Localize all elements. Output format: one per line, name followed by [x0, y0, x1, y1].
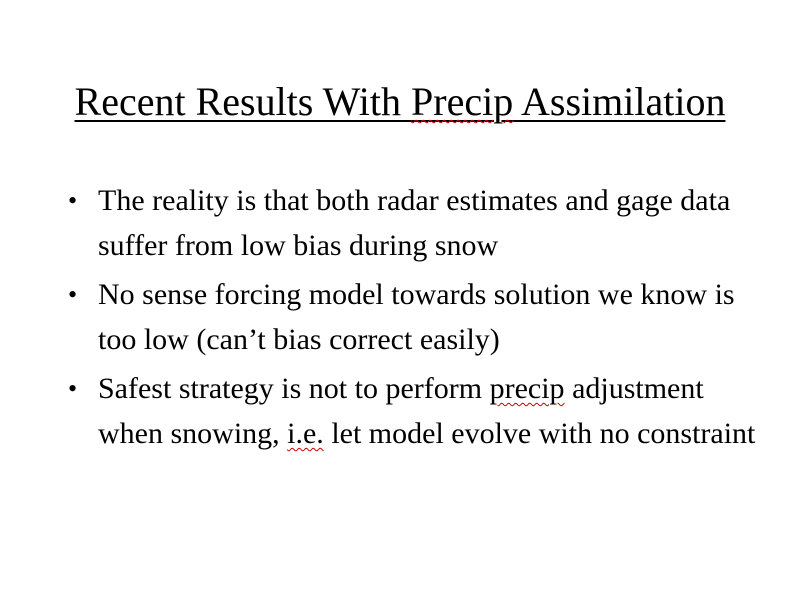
bullet-dot-icon: • [68, 280, 78, 309]
title-text-end: Assimilation [513, 79, 726, 124]
bullet-text: No sense forcing model towards solution we know is too low (can’t bias correct easily) [98, 278, 735, 356]
bullet-spellcheck-word: i.e. [287, 417, 324, 450]
title-spellcheck-word: Precip [411, 79, 514, 124]
bullet-spellcheck-word: precip [489, 372, 565, 405]
bullet-text-part: adjustment when snowing, [98, 372, 704, 450]
title-text-start: Recent Results With [74, 79, 412, 124]
bullet-item [66, 178, 756, 268]
bullet-dot-icon: • [68, 374, 78, 403]
bullet-text-part: let model evolve with no constraint [323, 417, 756, 450]
slide-title [0, 78, 800, 126]
bullet-list [66, 178, 756, 460]
bullet-dot-icon: • [68, 186, 78, 215]
bullet-text-part: Safest strategy is not to perform [98, 372, 490, 405]
bullet-item [66, 366, 756, 456]
bullet-item [66, 272, 756, 362]
bullet-text: The reality is that both radar estimates and gage data suffer from low bias during snow [98, 184, 731, 262]
